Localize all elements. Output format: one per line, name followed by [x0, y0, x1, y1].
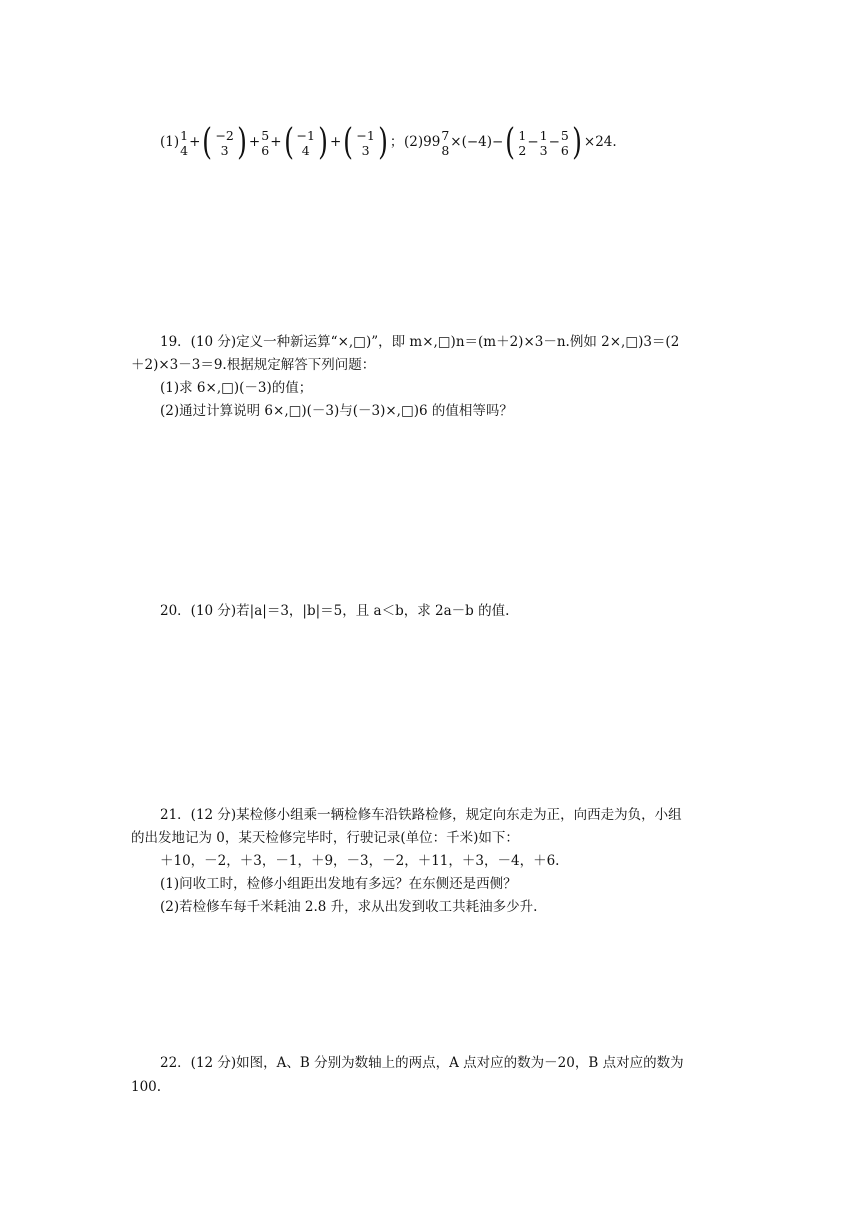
- numerator: 1: [539, 127, 548, 143]
- operator-text: ×(−4)−: [450, 134, 504, 150]
- numerator: 1: [518, 127, 527, 143]
- numerator: −1: [356, 127, 375, 143]
- denominator: 4: [180, 142, 189, 158]
- q18-part1-expression: [160, 122, 403, 162]
- plus-sign: +: [189, 134, 201, 150]
- q21-line-1: 21．(12 分)某检修小组乘一辆检修车沿铁路检修，规定向东走为正，向西走为负，小组: [160, 807, 682, 823]
- q21-line-3: ＋10，－2，＋3，－1，＋9，－3，－2，＋11，＋3，－4，＋6.: [160, 853, 560, 869]
- denominator: 3: [539, 142, 548, 158]
- minus-sign: −: [527, 134, 539, 150]
- fraction: [297, 128, 315, 158]
- fraction: [441, 128, 449, 158]
- q18-part2-label: (2)99: [404, 134, 441, 150]
- left-paren: (: [202, 121, 213, 163]
- numerator: 5: [261, 127, 270, 143]
- q18-part1-label: (1): [160, 134, 180, 150]
- minus-sign: −: [548, 134, 560, 150]
- fraction: [215, 128, 233, 158]
- right-paren: ): [318, 121, 328, 163]
- left-paren: (: [505, 121, 516, 163]
- denominator: 6: [560, 142, 569, 158]
- fraction: [180, 128, 188, 158]
- denominator: 8: [441, 142, 450, 158]
- plus-sign: +: [248, 134, 261, 150]
- denominator: 3: [361, 142, 370, 158]
- denominator: 2: [518, 142, 527, 158]
- denominator: 6: [261, 142, 270, 158]
- q19-line-2: ＋2)×3－3＝9.根据规定解答下列问题：: [131, 357, 376, 373]
- q21-line-5: (2)若检修车每千米耗油 2.8 升，求从出发到收工共耗油多少升.: [160, 899, 538, 915]
- q19-line-4: (2)通过计算说明 6×,□)(－3)与(－3)×,□)6 的值相等吗？: [160, 403, 513, 419]
- fraction: [518, 128, 526, 158]
- q19-line-1: 19．(10 分)定义一种新运算“×,□)”，即 m×,□)n＝(m＋2)×3－n.例如 2×,□)3＝(2: [160, 334, 680, 350]
- denominator: 4: [301, 142, 310, 158]
- fraction: [561, 128, 569, 158]
- q20-line-1: 20．(10 分)若|a|＝3，|b|＝5，且 a＜b，求 2a－b 的值.: [160, 603, 510, 619]
- numerator: −2: [215, 127, 234, 143]
- right-paren: ): [571, 121, 582, 163]
- right-paren: ): [236, 121, 247, 163]
- left-paren: (: [283, 121, 294, 163]
- q18-part2-expression: [404, 122, 617, 162]
- fraction: [356, 128, 374, 158]
- q22-line-1: 22．(12 分)如图，A、B 分别为数轴上的两点，A 点对应的数为－20，B 点对应的数为: [160, 1055, 684, 1071]
- plus-sign: +: [270, 134, 282, 150]
- semicolon: ；: [389, 134, 404, 150]
- plus-sign: +: [330, 134, 342, 150]
- left-paren: (: [343, 121, 354, 163]
- fraction: [540, 128, 548, 158]
- numerator: 7: [441, 127, 450, 143]
- q21-line-2: 的出发地记为 0，某天检修完毕时，行驶记录(单位：千米)如下：: [131, 830, 519, 846]
- q22-line-2: 100.: [131, 1079, 162, 1095]
- numerator: 1: [180, 127, 189, 143]
- right-paren: ): [377, 121, 388, 163]
- q19-line-3: (1)求 6×,□)(－3)的值；: [160, 380, 313, 396]
- q21-line-4: (1)问收工时，检修小组距出发地有多远？在东侧还是西侧？: [160, 876, 517, 892]
- numerator: −1: [296, 127, 315, 143]
- numerator: 5: [560, 127, 569, 143]
- fraction: [261, 128, 269, 158]
- operator-text: ×24.: [583, 134, 617, 150]
- denominator: 3: [220, 142, 229, 158]
